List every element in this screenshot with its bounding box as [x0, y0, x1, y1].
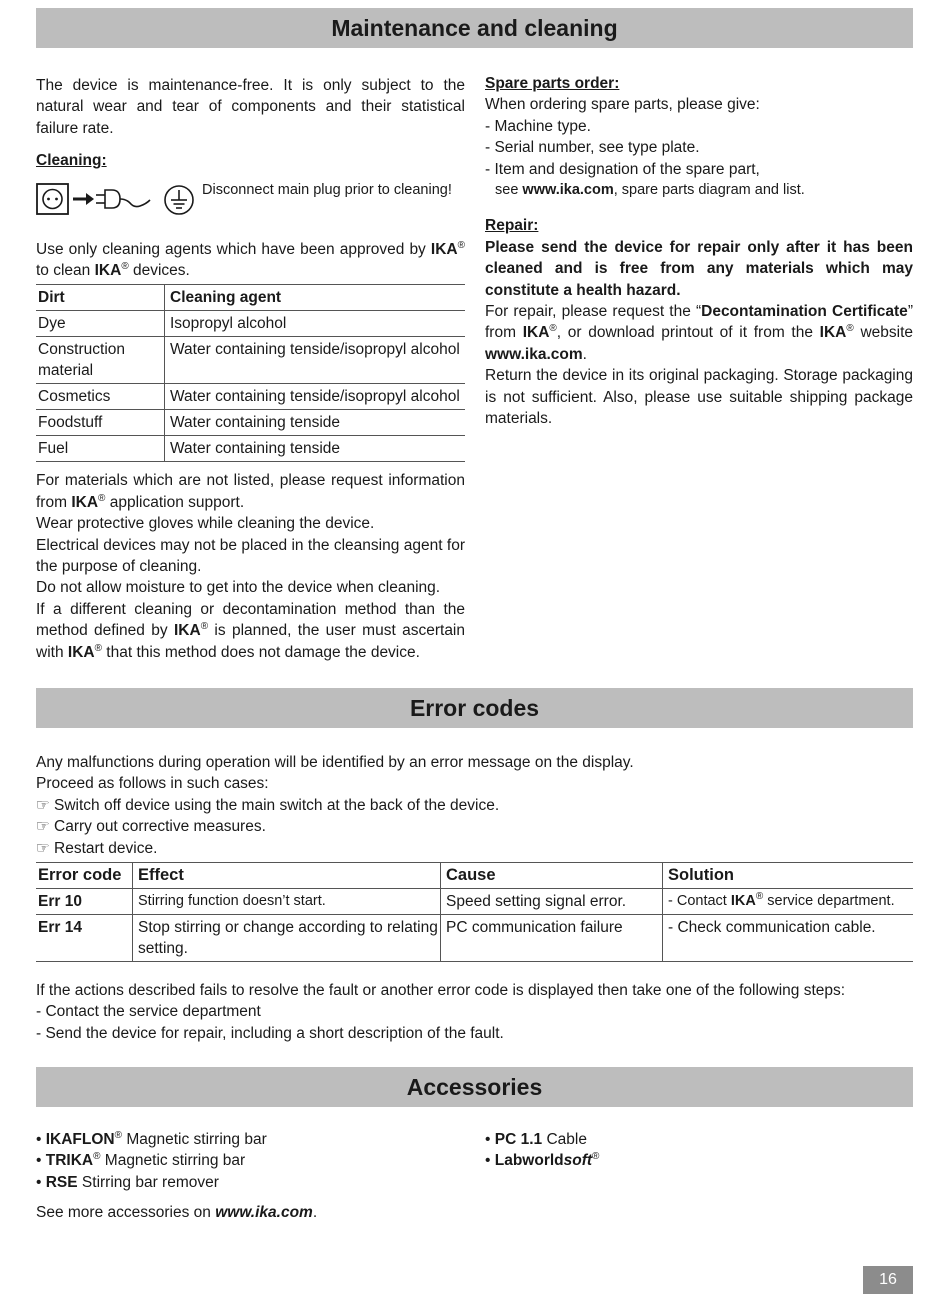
see-more-text: See more accessories on www.ika.com.	[36, 1204, 318, 1222]
cleaning-agents-text: Use only cleaning agents which have been approved by IKA® to clean IKA® devices.	[36, 239, 465, 280]
page-number: 16	[863, 1266, 913, 1294]
table-cell: Isopropyl alcohol	[165, 311, 466, 337]
list-item: - Send the device for repair, including a short description of the fault.	[36, 1024, 504, 1042]
section-title-accessories: Accessories	[36, 1067, 913, 1107]
repair-heading: Repair:	[485, 217, 539, 235]
list-item: - Contact the service department	[36, 1003, 261, 1021]
pointing-hand-icon: ☞	[36, 839, 50, 857]
ika-link[interactable]: www.ika.com	[485, 345, 583, 363]
table-cell: Err 10	[36, 889, 133, 915]
repair-request-text: For repair, please request the “Decontamination Certificate” from IKA®, or download printout of it from the IKA® website www.ika.com.	[485, 303, 914, 363]
table-cell: Water containing tenside/isopropyl alcohol	[165, 337, 466, 384]
spare-parts-heading: Spare parts order:	[485, 75, 620, 92]
table-cell: Stirring function doesn’t start.	[133, 889, 441, 915]
list-item: • IKAFLON® Magnetic stirring bar	[36, 1129, 267, 1148]
repair-warning: Please send the device for repair only after it has been cleaned and is free from any materials which may constitute a health hazard.	[485, 238, 913, 299]
table-header: Error code	[36, 863, 133, 889]
table-cell: Cosmetics	[36, 384, 165, 410]
table-cell: Water containing tenside/isopropyl alcohol	[165, 384, 466, 410]
table-cell: PC communication failure	[441, 915, 663, 962]
table-cell: Dye	[36, 311, 165, 337]
table-header: Effect	[133, 863, 441, 889]
intro-text: The device is maintenance-free. It is only subject to the natural wear and tear of components and their statistical failure rate.	[36, 77, 465, 137]
maintenance-left-column	[36, 75, 465, 663]
ika-link[interactable]: www.ika.com	[215, 1204, 313, 1222]
disconnect-notice	[36, 181, 465, 217]
error-intro: Any malfunctions during operation will be identified by an error message on the display.	[36, 754, 634, 771]
table-header-row	[36, 863, 913, 889]
table-row	[36, 889, 913, 915]
disconnect-text: Disconnect main plug prior to cleaning!	[202, 181, 452, 198]
disconnect-plug-icon	[36, 181, 198, 217]
list-item: - Item and designation of the spare part,	[485, 160, 760, 178]
table-header-row	[36, 285, 465, 311]
cleaning-heading: Cleaning:	[36, 152, 107, 170]
table-row	[36, 915, 913, 962]
table-cell: - Check communication cable.	[663, 915, 914, 962]
pointing-hand-icon: ☞	[36, 818, 50, 836]
error-codes-section	[36, 752, 913, 1044]
table-header: Cause	[441, 863, 663, 889]
method-text: If a different cleaning or decontamination method than the method defined by IKA® is planned, the user must ascertain with IKA® that this method does not damage the device.	[36, 600, 466, 661]
error-proceed: Proceed as follows in such cases:	[36, 775, 269, 793]
table-cell: Water containing tenside	[165, 436, 466, 462]
table-cell: Speed setting signal error.	[441, 889, 663, 915]
electrical-text: Electrical devices may not be placed in the cleansing agent for the purpose of cleaning.	[36, 536, 465, 576]
gloves-text: Wear protective gloves while cleaning the device.	[36, 515, 375, 533]
cleaning-table	[36, 284, 465, 462]
table-header: Dirt	[36, 285, 165, 311]
error-table	[36, 862, 913, 962]
maintenance-right-column	[485, 73, 913, 430]
table-cell: Foodstuff	[36, 410, 165, 436]
list-item: - Machine type.	[485, 117, 591, 135]
table-row	[36, 311, 465, 337]
list-item: ☞ Carry out corrective measures.	[36, 816, 913, 837]
table-cell: Err 14	[36, 915, 133, 962]
section-title-maintenance: Maintenance and cleaning	[36, 8, 913, 48]
not-listed-text: For materials which are not listed, please request information from IKA® application support.	[36, 472, 465, 511]
list-item: • TRIKA® Magnetic stirring bar	[36, 1151, 246, 1170]
pointing-hand-icon: ☞	[36, 796, 50, 814]
list-item: • PC 1.1 Cable	[485, 1131, 587, 1148]
spare-parts-see: see www.ika.com, spare parts diagram and list.	[495, 182, 805, 199]
list-item: • Labworldsoft®	[485, 1151, 600, 1170]
table-header: Solution	[663, 863, 914, 889]
moisture-text: Do not allow moisture to get into the device when cleaning.	[36, 579, 441, 597]
table-cell: Water containing tenside	[165, 410, 466, 436]
arrow-icon	[73, 193, 94, 205]
section-title-error-codes: Error codes	[36, 688, 913, 728]
list-item: • RSE Stirring bar remover	[36, 1173, 219, 1191]
ground-symbol-icon	[165, 186, 193, 214]
repair-return-text: Return the device in its original packaging. Storage packaging is not sufficient. Also, please use suitable shipping package materials.	[485, 367, 913, 428]
accessories-right-list	[485, 1129, 905, 1172]
table-cell: Fuel	[36, 436, 165, 462]
table-cell: - Contact IKA® service department.	[663, 889, 914, 915]
table-cell: Stop stirring or change according to relating setting.	[133, 915, 441, 962]
table-row	[36, 337, 465, 384]
error-after-text: If the actions described fails to resolve the fault or another error code is displayed then take one of the following steps:	[36, 982, 846, 1000]
table-row	[36, 384, 465, 410]
list-item: ☞ Switch off device using the main switch at the back of the device.	[36, 795, 913, 816]
ika-link[interactable]: www.ika.com	[522, 182, 614, 199]
plug-icon	[96, 190, 150, 208]
table-cell: Construction material	[36, 337, 165, 384]
table-row	[36, 436, 465, 462]
table-header: Cleaning agent	[165, 285, 466, 311]
spare-parts-intro: When ordering spare parts, please give:	[485, 96, 760, 114]
power-socket-icon	[37, 184, 68, 214]
accessories-left-list	[36, 1129, 456, 1224]
list-item: - Serial number, see type plate.	[485, 139, 700, 157]
table-row	[36, 410, 465, 436]
list-item: ☞ Restart device.	[36, 838, 913, 859]
